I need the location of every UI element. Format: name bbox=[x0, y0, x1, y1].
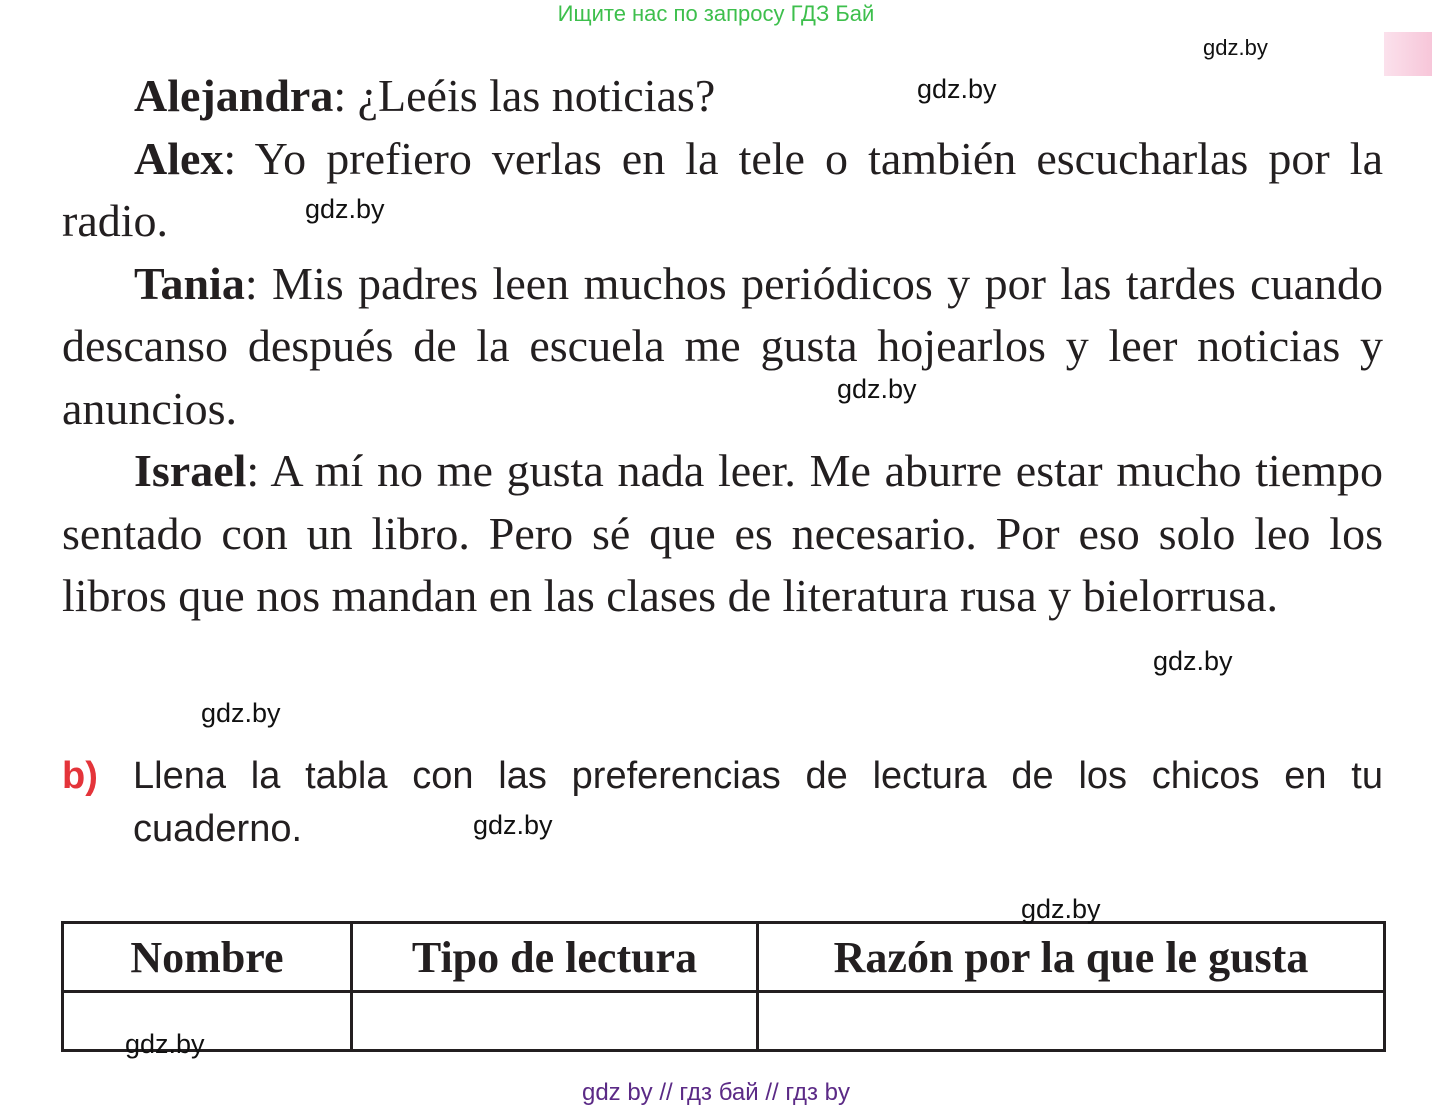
watermark: gdz.by bbox=[305, 194, 385, 224]
table-row bbox=[63, 992, 1385, 1051]
dialogue-line-alejandra bbox=[62, 65, 1383, 128]
header-razon: Razón por la que le gusta bbox=[758, 923, 1385, 992]
speaker-name: Tania bbox=[134, 257, 245, 309]
task-letter: b) bbox=[62, 755, 98, 797]
footer-watermark: gdz by // гдз бай // гдз by bbox=[581, 1079, 851, 1106]
watermark: gdz.by bbox=[1203, 35, 1268, 60]
speaker-name: Israel bbox=[134, 445, 247, 496]
watermark: gdz.by bbox=[125, 1029, 205, 1059]
task-instruction bbox=[62, 750, 1383, 856]
watermark: gdz.by bbox=[1021, 894, 1101, 924]
speaker-name: Alejandra bbox=[134, 70, 334, 121]
watermark: gdz.by bbox=[1153, 646, 1233, 676]
table-cell-empty bbox=[63, 992, 352, 1051]
dialogue-line-israel bbox=[62, 440, 1383, 628]
watermark: gdz.by bbox=[473, 810, 553, 840]
watermark: gdz.by bbox=[201, 698, 281, 728]
header-nombre: Nombre bbox=[63, 923, 352, 992]
dialogue-line-text: : A mí no me gusta nada leer. Me aburre estar mucho tiempo sentado con un libro. Pero sé que es necesario. Por eso solo leo los libros que nos mandan en las clases de literatura rusa y bielorrusa. bbox=[62, 445, 1383, 621]
top-banner: Ищите нас по запросу ГДЗ Бай bbox=[557, 1, 875, 26]
watermark: gdz.by bbox=[837, 374, 917, 404]
corner-decoration bbox=[1384, 32, 1432, 76]
reading-preferences-table bbox=[61, 921, 1386, 1052]
watermark: gdz.by bbox=[917, 74, 997, 104]
dialogue-line-text: : Mis padres leen muchos periódicos y por las tardes cuando descanso después de la escuela me gusta hojearlos y leer noticias y anuncios. bbox=[62, 257, 1383, 434]
table-cell-empty bbox=[758, 992, 1385, 1051]
header-tipo-de-lectura: Tipo de lectura bbox=[352, 923, 758, 992]
table-cell-empty bbox=[352, 992, 758, 1051]
dialogue-line-text: : ¿Leéis las noticias? bbox=[333, 70, 716, 121]
dialogue-text bbox=[62, 65, 1383, 628]
table-header-row bbox=[63, 923, 1385, 992]
dialogue-line-alex bbox=[62, 128, 1383, 253]
task-text: Llena la tabla con las preferencias de lectura de los chicos en tu cuaderno. bbox=[133, 755, 1383, 850]
dialogue-line-text: : Yo prefiero verlas en la tele o también escucharlas por la radio. bbox=[62, 132, 1383, 246]
dialogue-line-tania bbox=[62, 253, 1383, 441]
speaker-name: Alex bbox=[134, 132, 224, 184]
